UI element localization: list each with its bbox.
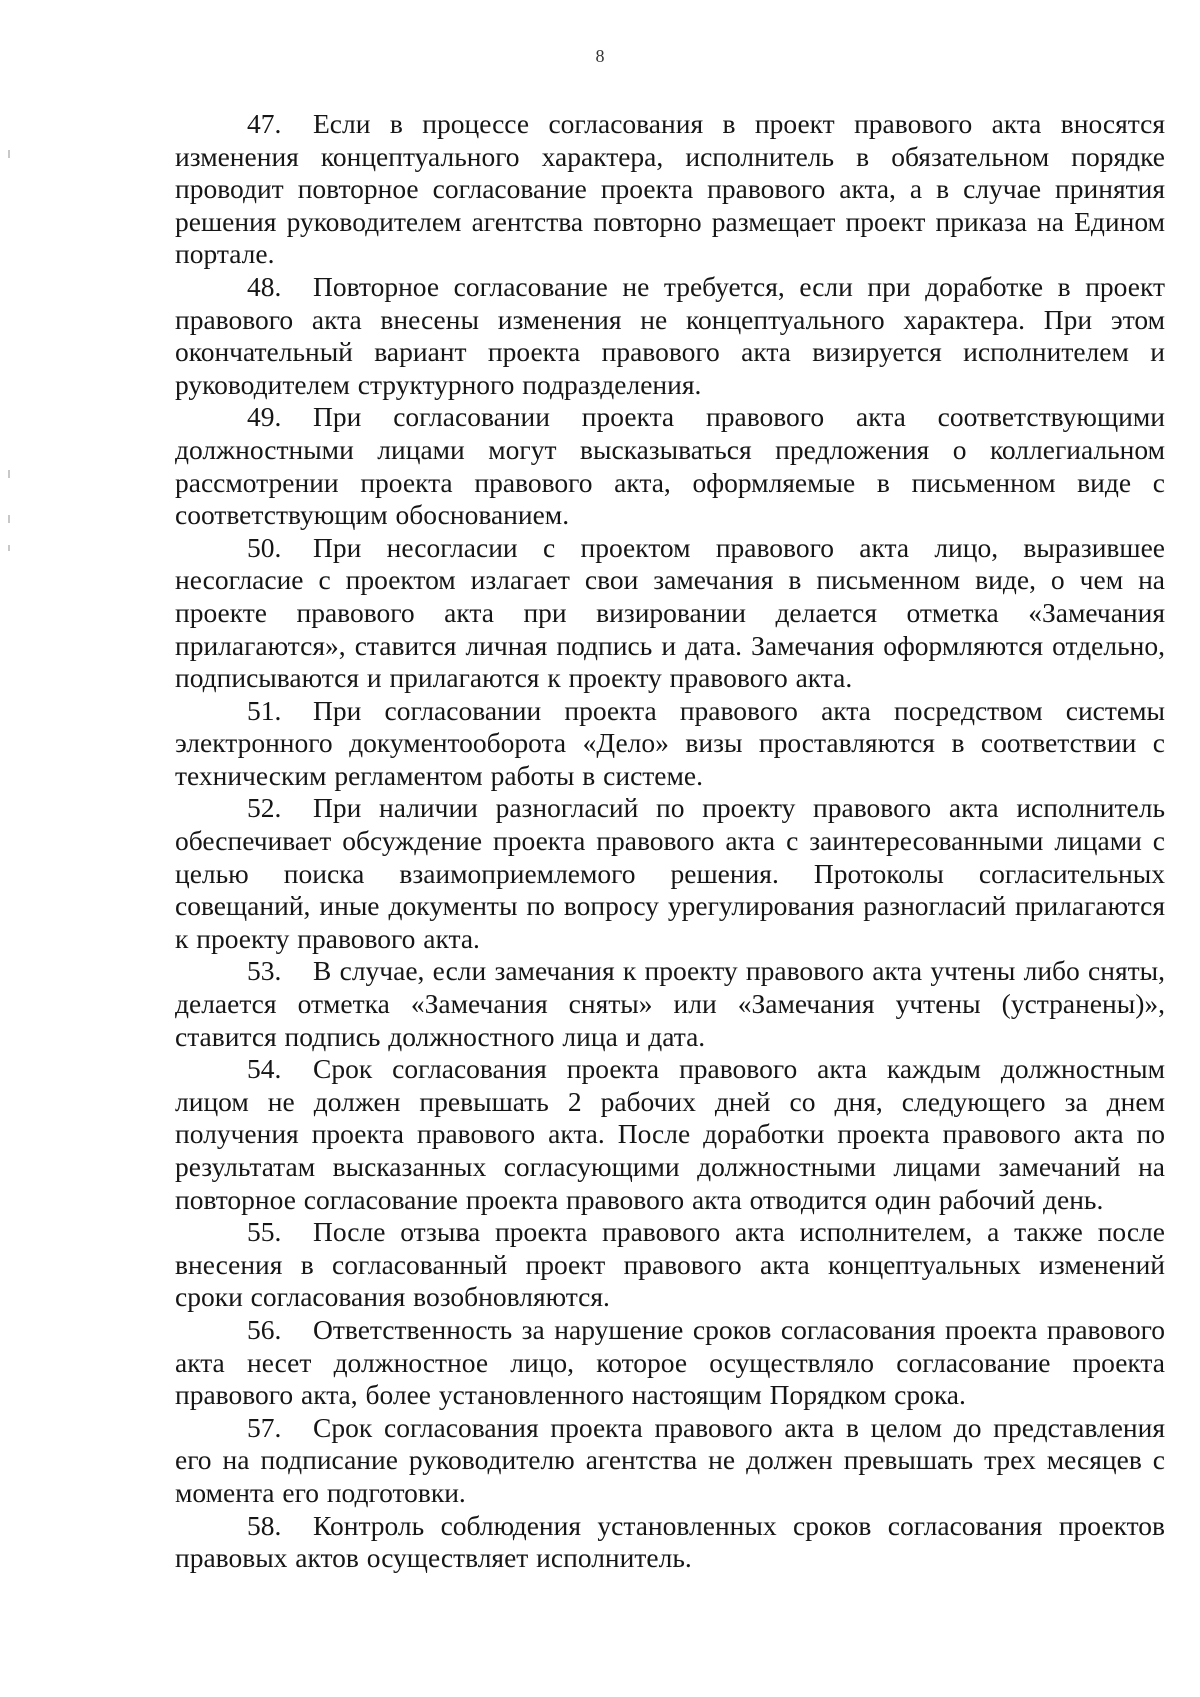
document-body	[175, 108, 1165, 1575]
paragraph-57	[175, 1412, 1165, 1510]
paragraph-text: Срок согласования проекта правового акта в целом до представления его на подписание руководителю агентства не должен превышать трех месяцев с момента его подготовки.	[175, 1411, 1165, 1508]
scan-artifact	[8, 150, 10, 158]
paragraph-text: После отзыва проекта правового акта исполнителем, а также после внесения в согласованный проект правового акта концептуальных изменений сроки согласования возобновляются.	[175, 1216, 1165, 1313]
paragraph-number: 51.	[247, 694, 282, 726]
paragraph-number: 49.	[247, 401, 282, 433]
scan-artifact	[8, 470, 10, 478]
paragraph-number: 56.	[247, 1313, 282, 1345]
paragraph-48	[175, 271, 1165, 401]
page-number: 8	[595, 46, 605, 66]
paragraph-58	[175, 1510, 1165, 1575]
paragraph-number: 48.	[247, 270, 282, 302]
paragraph-52	[175, 792, 1165, 955]
paragraph-text: Контроль соблюдения установленных сроков согласования проектов правовых актов осуществляет исполнитель.	[175, 1509, 1165, 1574]
paragraph-number: 53.	[247, 955, 282, 987]
paragraph-51	[175, 695, 1165, 793]
paragraph-55	[175, 1216, 1165, 1314]
paragraph-56	[175, 1314, 1165, 1412]
paragraph-47	[175, 108, 1165, 271]
paragraph-53	[175, 955, 1165, 1053]
paragraph-text: При согласовании проекта правового акта соответствующими должностными лицами могут высказываться предложения о коллегиальном рассмотрении проекта правового акта, оформляемые в письменном виде с соответствующим обоснованием.	[175, 401, 1165, 531]
paragraph-text: В случае, если замечания к проекту правового акта учтены либо сняты, делается отметка «Замечания сняты» или «Замечания учтены (устранены)», ставится подпись должностного лица и дата.	[175, 955, 1165, 1052]
scan-artifact	[8, 515, 10, 523]
paragraph-text: При согласовании проекта правового акта посредством системы электронного документооборота «Дело» визы проставляются в соответствии с техническим регламентом работы в системе.	[175, 694, 1165, 791]
paragraph-text: Ответственность за нарушение сроков согласования проекта правового акта несет должностное лицо, которое осуществляло согласование проекта правового акта, более установленного настоящим Порядком срока.	[175, 1313, 1165, 1411]
paragraph-number: 58.	[247, 1509, 282, 1541]
paragraph-number: 55.	[247, 1216, 282, 1248]
paragraph-number: 50.	[247, 531, 282, 563]
paragraph-50	[175, 532, 1165, 695]
paragraph-54	[175, 1053, 1165, 1216]
paragraph-text: При наличии разногласий по проекту правового акта исполнитель обеспечивает обсуждение проекта правового акта с заинтересованными лицами с целью поиска взаимоприемлемого решения. Протоколы согласительных совещаний, иные документы по вопросу урегулирования разногласий прилагаются к проекту правового акта.	[175, 792, 1165, 954]
paragraph-text: Срок согласования проекта правового акта каждым должностным лицом не должен превышать 2 рабочих дней со дня, следующего за днем получения проекта правового акта. После доработки проекта правового акта по результатам высказанных согласующими должностными лицами замечаний на повторное согласование проекта правового акта отводится один рабочий день.	[175, 1053, 1165, 1215]
paragraph-number: 52.	[247, 792, 282, 824]
paragraph-number: 47.	[247, 108, 282, 139]
scan-artifact	[8, 545, 10, 551]
paragraph-text: Повторное согласование не требуется, если при доработке в проект правового акта внесены изменения не концептуального характера. При этом окончательный вариант проекта правового акта визируется исполнителем и руководителем структурного подразделения.	[175, 270, 1165, 400]
paragraph-number: 57.	[247, 1411, 282, 1443]
paragraph-49	[175, 401, 1165, 531]
paragraph-number: 54.	[247, 1053, 282, 1085]
paragraph-text: При несогласии с проектом правового акта лицо, выразившее несогласие с проектом излагает свои замечания в письменном виде, о чем на проекте правового акта при визировании делается отметка «Замечания прилагаются», ставится личная подпись и дата. Замечания оформляются отдельно, подписываются и прилагаются к проекту правового акта.	[175, 531, 1165, 694]
paragraph-text: Если в процессе согласования в проект правового акта вносятся изменения концептуального характера, исполнитель в обязательном порядке проводит повторное согласование проекта правового акта, а в случае принятия решения руководителем агентства повторно размещает проект приказа на Едином портале.	[175, 108, 1165, 270]
